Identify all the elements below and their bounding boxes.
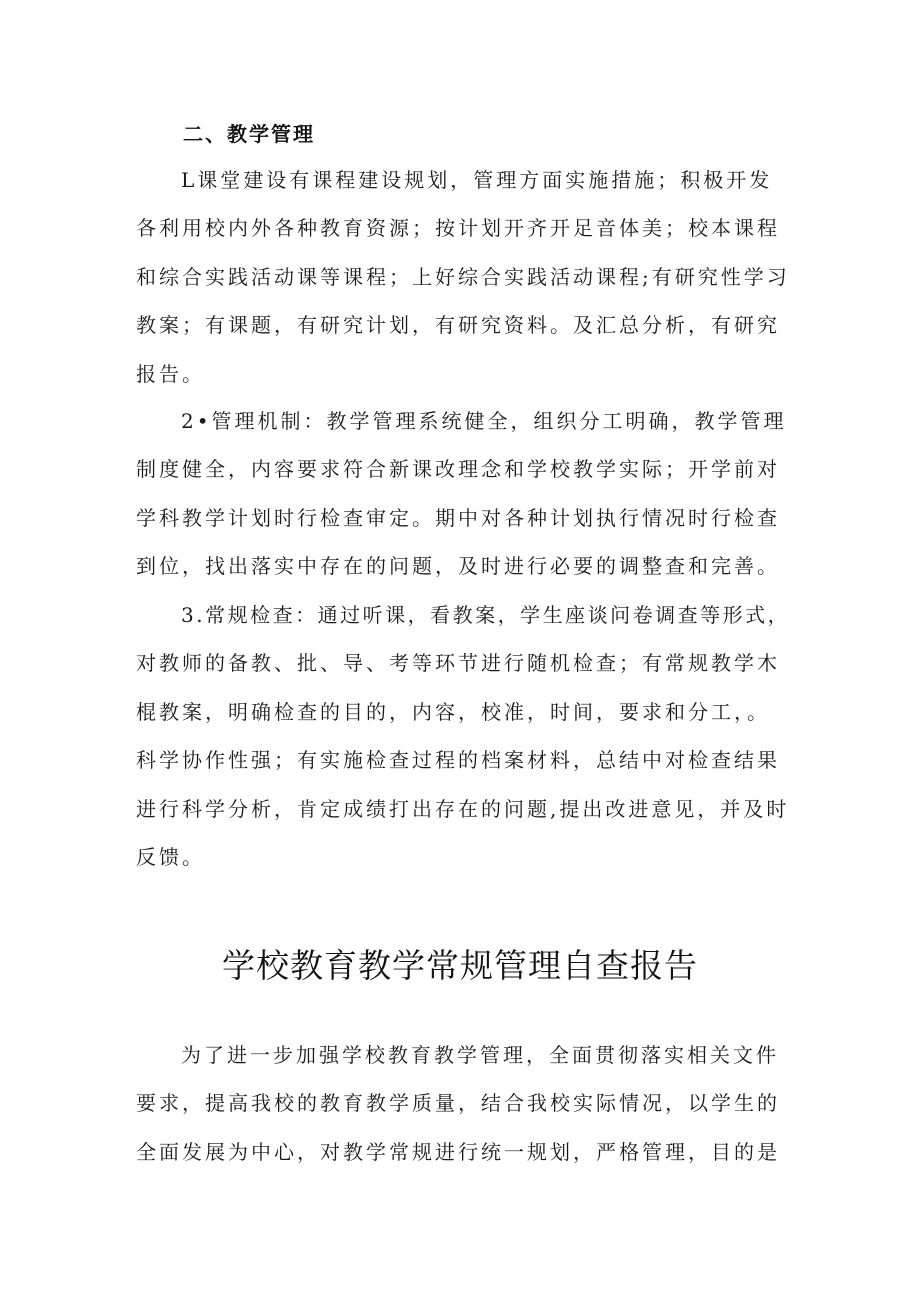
paragraph-line: 学科教学计划时行检查审定。期中对各种计划执行情况时行检查	[136, 506, 780, 530]
section-heading: 二、教学管理	[183, 122, 315, 146]
paragraph-line: 科学协作性强；有实施检查过程的档案材料，总结中对检查结果	[136, 748, 780, 772]
report-title: 学校教育教学常规管理自查报告	[222, 946, 698, 985]
paragraph-line: 报告。	[136, 362, 205, 386]
paragraph-management-mechanism	[136, 406, 796, 586]
paragraph-routine-inspection	[136, 600, 796, 880]
paragraph-line: 进行科学分析，肯定成绩打出存在的问题,提出改进意见，并及时	[136, 797, 790, 821]
paragraph-line: 全面发展为中心，对教学常规进行统一规划，严格管理，目的是	[136, 1140, 780, 1164]
paragraph-line: 制度健全，内容要求符合新课改理念和学校教学实际；开学前对	[136, 457, 780, 481]
paragraph-line: 和综合实践活动课等课程；上好综合实践活动课程;有研究性学习	[136, 265, 790, 289]
paragraph-course-building	[136, 165, 796, 395]
paragraph-line: 各利用校内外各种教育资源；按计划开齐开足音体美；校本课程	[136, 216, 780, 240]
paragraph-line: 棍教案，明确检查的目的，内容，校准，时间，要求和分工，。	[136, 700, 770, 724]
paragraph-line: 教案；有课题，有研究计划，有研究资料。及汇总分析，有研究	[136, 313, 780, 337]
paragraph-line: L课堂建设有课程建设规划，管理方面实施措施；积极开发	[181, 168, 773, 192]
paragraph-line: 2•管理机制：教学管理系统健全，组织分工明确，教学管理	[181, 409, 787, 433]
paragraph-line: 到位，找出落实中存在的问题，及时进行必要的调整查和完善。	[136, 554, 780, 578]
paragraph-line: 为了进一步加强学校教育教学管理，全面贯彻落实相关文件	[181, 1043, 779, 1067]
paragraph-line: 对教师的备教、批、导、考等环节进行随机检查；有常规教学木	[136, 651, 780, 675]
paragraph-line: 3.常规检查：通过听课，看教案，学生座谈问卷调查等形式，	[181, 603, 791, 627]
paragraph-line: 反馈。	[136, 845, 205, 869]
paragraph-line: 要求，提高我校的教育教学质量，结合我校实际情况，以学生的	[136, 1091, 780, 1115]
paragraph-intro	[136, 1040, 796, 1180]
